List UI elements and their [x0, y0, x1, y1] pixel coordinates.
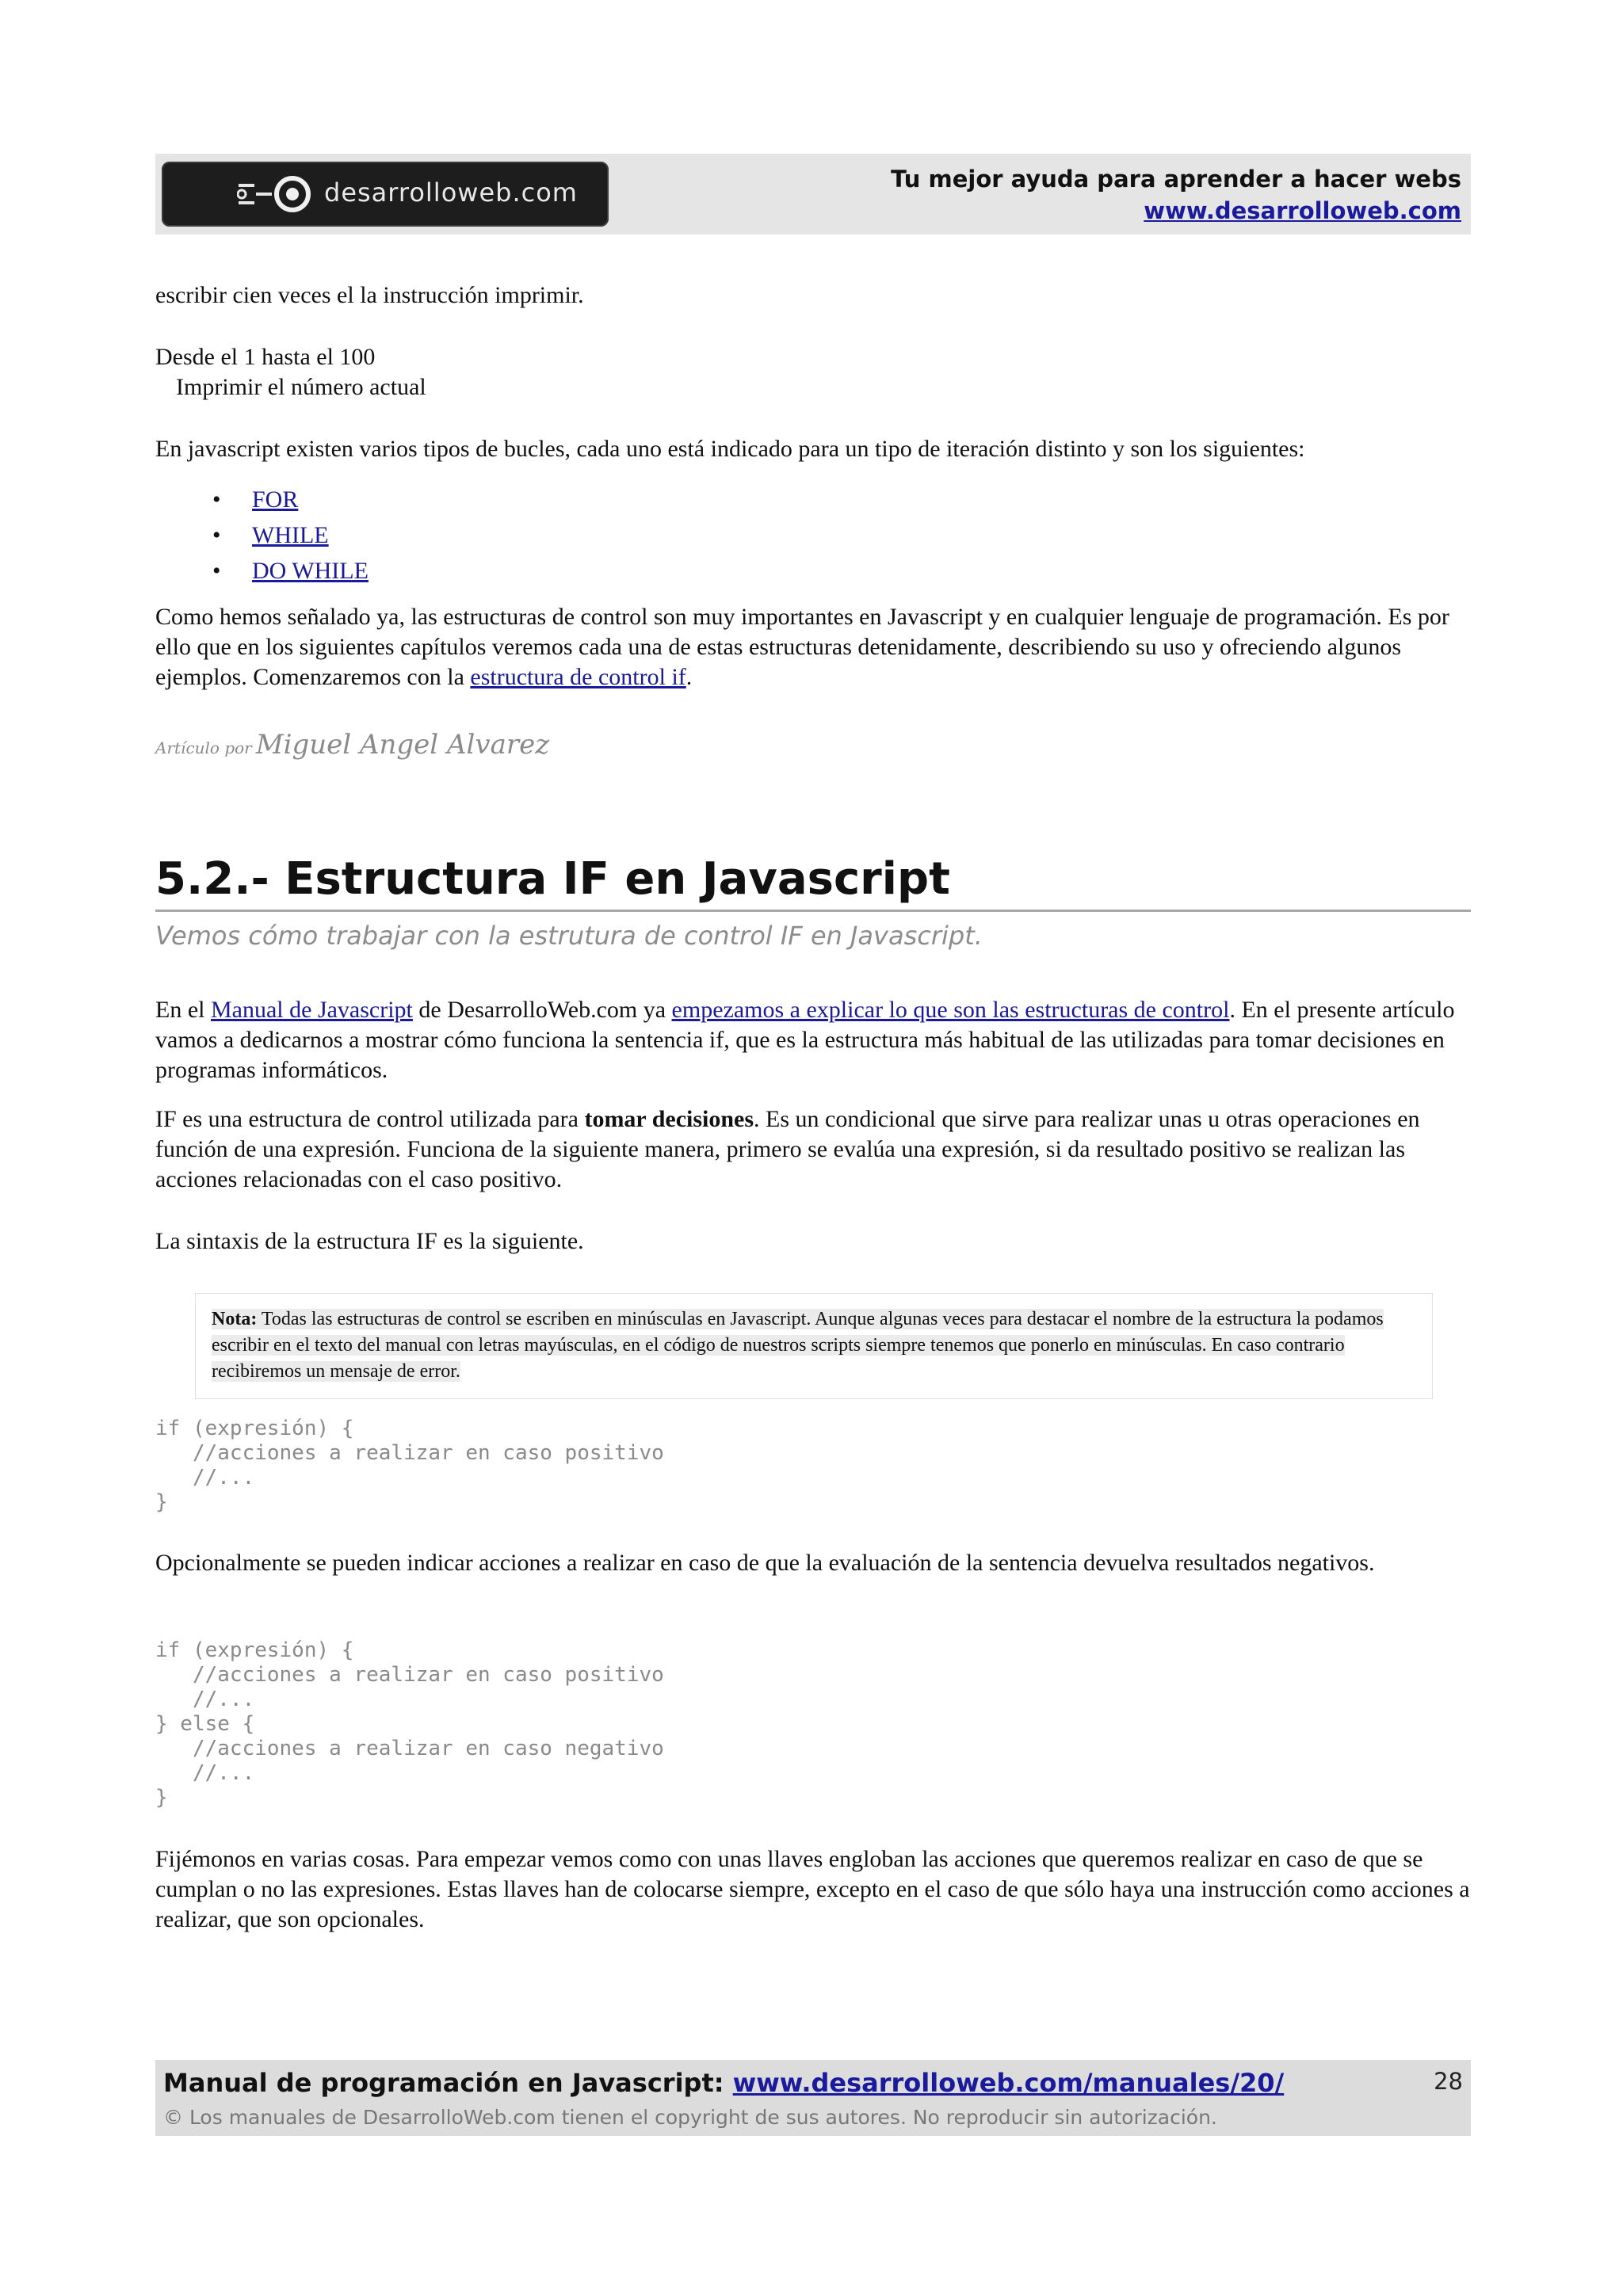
section-title: 5.2.- Estructura IF en Javascript [155, 849, 1471, 912]
note-label: Nota: [212, 1309, 258, 1329]
header-tagline-block [891, 163, 1461, 227]
header-tagline: Tu mejor ayuda para aprender a hacer webs [891, 166, 1461, 193]
closing-text: Como hemos señalado ya, las estructuras de control son muy importantes en Javascript y en cualquier lenguaje de programación. Es por ello que en los siguientes capítulos veremos cada una de estas estructuras detenidamente, describiendo su uso y ofreciendo algunos ejemplos. Comenzaremos con la [155, 604, 1449, 690]
footer-copyright: © Los manuales de DesarrolloWeb.com tienen el copyright de sus autores. No reproducir sin autorización. [163, 2106, 1217, 2129]
section-subtitle: Vemos cómo trabajar con la estrutura de control IF en Javascript. [155, 921, 983, 951]
logo-icon [237, 174, 324, 214]
bullet-icon: • [212, 486, 221, 513]
section-paragraph-5: Fijémonos en varias cosas. Para empezar vemos como con unas llaves engloban las acciones que queremos realizar en caso de que se cumplan o no las expresiones. Estas llaves han de colocarse siempre, excepto en el caso de que sólo haya una instrucción como acciones a realizar, que son opcionales. [155, 1846, 1470, 1932]
note-content [212, 1306, 1410, 1385]
control-structures-link[interactable]: empezamos a explicar lo que son las estructuras de control [671, 997, 1230, 1023]
code-block-if: if (expresión) { //acciones a realizar en caso positivo //... } [155, 1417, 664, 1514]
loop-link-while[interactable]: WHILE [252, 522, 329, 548]
page-number: 28 [1434, 2068, 1463, 2095]
para1-text-c: . En el presente artículo vamos a dedicarnos a mostrar cómo funciona la sentencia if, que es la estructura más habitual de las utilizadas para tomar decisiones en programas informáticos. [155, 997, 1455, 1083]
note-box [195, 1293, 1433, 1399]
list-item [155, 482, 369, 517]
loop-link-do-while[interactable]: DO WHILE [252, 558, 369, 584]
byline-prefix: Artículo por [155, 738, 252, 757]
byline-author: Miguel Angel Alvarez [255, 729, 550, 761]
pseudo-code-line-1: Desde el 1 hasta el 100 [155, 344, 376, 370]
loop-link-for[interactable]: FOR [252, 486, 299, 513]
para2-text-a: IF es una estructura de control utilizada para [155, 1106, 585, 1132]
closing-paragraph [155, 602, 1471, 692]
closing-period: . [685, 664, 693, 690]
note-highlight [212, 1309, 1384, 1382]
note-text: Todas las estructuras de control se escriben en minúsculas en Javascript. Aunque algunas veces para destacar el nombre de la estructura la podamos escribir en el texto del manual con letras mayúsculas, en el código de nuestros scripts siempre tenemos que ponerlo en minúsculas. En caso contrario recibiremos un mensaje de error. [212, 1309, 1384, 1382]
footer-manual-link[interactable]: www.desarrolloweb.com/manuales/20/ [732, 2068, 1285, 2098]
para1-text-b: de DesarrolloWeb.com ya [412, 997, 672, 1023]
section-paragraph-2 [155, 1104, 1471, 1195]
bullet-icon: • [212, 522, 221, 548]
byline [155, 729, 549, 761]
footer-title [163, 2068, 1284, 2098]
section-paragraph-1 [155, 995, 1471, 1085]
loops-list [155, 482, 369, 589]
site-logo[interactable] [162, 162, 609, 227]
footer-manual-label: Manual de programación en Javascript: [163, 2068, 724, 2098]
if-structure-link[interactable]: estructura de control if [470, 664, 686, 690]
para2-text-b: . Es un condicional que sirve para realizar unas u otras operaciones en función de una expresión. Funciona de la siguiente manera, primero se evalúa una expresión, si da resultado positivo se realizan las acciones relacionadas con el caso positivo. [155, 1106, 1420, 1192]
logo-text: desarrolloweb.com [324, 177, 578, 208]
para1-text-a: En el [155, 997, 211, 1023]
intro-line: escribir cien veces el la instrucción imprimir. [155, 282, 584, 308]
list-item [155, 517, 369, 553]
loops-intro: En javascript existen varios tipos de bucles, cada uno está indicado para un tipo de iteración distinto y son los siguientes: [155, 436, 1305, 462]
manual-javascript-link[interactable]: Manual de Javascript [210, 997, 413, 1023]
section-paragraph-4: Opcionalmente se pueden indicar acciones a realizar en caso de que la evaluación de la sentencia devuelva resultados negativos. [155, 1550, 1375, 1576]
header-site-link[interactable]: www.desarrolloweb.com [1144, 197, 1461, 224]
page-footer [155, 2060, 1471, 2136]
list-item [155, 553, 369, 589]
page-header [155, 154, 1471, 235]
code-block-if-else: if (expresión) { //acciones a realizar en caso positivo //... } else { //acciones a realizar en caso negativo //... } [155, 1638, 664, 1810]
section-paragraph-3: La sintaxis de la estructura IF es la siguiente. [155, 1228, 584, 1254]
pseudo-code-line-2: Imprimir el número actual [176, 374, 426, 400]
para2-bold: tomar decisiones [584, 1106, 754, 1132]
bullet-icon: • [212, 558, 221, 584]
